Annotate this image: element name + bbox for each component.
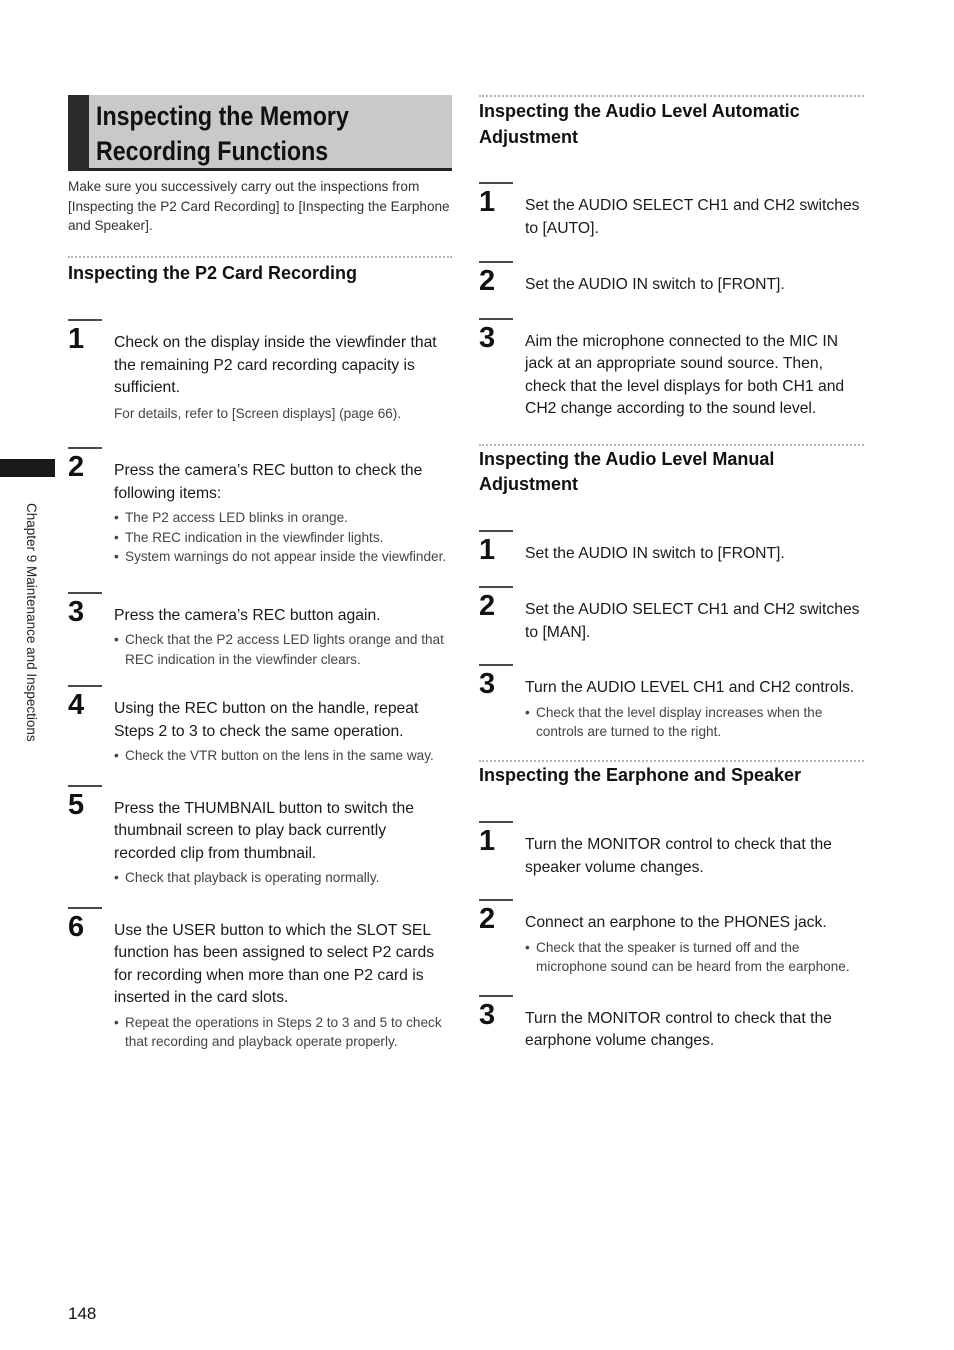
- chapter-tab-marker: [0, 459, 55, 477]
- step-bullets: [114, 746, 452, 766]
- section-title-audio-auto: Inspecting the Audio Level Automatic Adjustment: [479, 101, 800, 147]
- bullet-item: • Check the VTR button on the lens in the same way.: [114, 746, 452, 766]
- step-text: Check on the display inside the viewfinder that the remaining P2 card recording capacity is sufficient.: [114, 334, 437, 396]
- step-2: [479, 903, 864, 977]
- step-2: [479, 590, 864, 644]
- step-1: [479, 825, 864, 879]
- step-4: [68, 689, 452, 766]
- step-3: [479, 998, 864, 1053]
- step-number: 1: [479, 182, 513, 219]
- step-bullets: [114, 508, 452, 567]
- step-text: Turn the MONITOR control to check that the earphone volume changes.: [525, 1009, 832, 1049]
- section-title-p2-card: Inspecting the P2 Card Recording: [68, 262, 358, 283]
- step-number: 2: [479, 899, 513, 936]
- step-number: 2: [479, 586, 513, 623]
- step-text: Aim the microphone connected to the MIC IN jack at an appropriate sound source. Then, check that the level displays for both CH1 and CH2 change according to the sound level.: [525, 332, 845, 417]
- step-text: Press the camera’s REC button to check the following items:: [114, 462, 423, 502]
- step-3: [68, 595, 452, 670]
- bullet-item: • The P2 access LED blinks in orange.: [114, 508, 452, 528]
- bullet-item: • System warnings do not appear inside the viewfinder.: [114, 547, 452, 567]
- step-number: 1: [479, 821, 513, 858]
- step-text: Use the USER button to which the SLOT SEL function has been assigned to select P2 cards for recording when more than one P2 card is inserted in the card slots.: [114, 921, 435, 1006]
- step-6: [68, 910, 452, 1052]
- step-number: 3: [479, 995, 513, 1032]
- step-text: Turn the MONITOR control to check that the speaker volume changes.: [525, 836, 832, 876]
- section-divider: [68, 256, 452, 258]
- step-bullets: [114, 1013, 452, 1052]
- bullet-item: • The REC indication in the viewfinder lights.: [114, 528, 452, 548]
- step-3: [479, 668, 864, 742]
- section-divider: [479, 760, 864, 762]
- step-text: Connect an earphone to the PHONES jack.: [525, 914, 827, 931]
- step-text: Set the AUDIO IN switch to [FRONT].: [525, 544, 785, 562]
- step-text: Press the THUMBNAIL button to switch the thumbnail screen to play back currently recorded clip from thumbnail.: [114, 799, 414, 862]
- section-divider: [479, 95, 864, 97]
- step-text: Set the AUDIO SELECT CH1 and CH2 switches to [MAN].: [525, 601, 860, 641]
- left-column: [68, 95, 452, 1052]
- step-1: [68, 323, 452, 423]
- step-number: 6: [68, 907, 102, 944]
- step-1: [479, 186, 864, 240]
- step-number: 3: [68, 592, 102, 629]
- section-divider: [479, 444, 864, 446]
- right-column: [479, 95, 864, 1053]
- step-number: 5: [68, 785, 102, 822]
- bullet-item: • Repeat the operations in Steps 2 to 3 and 5 to check that recording and playback operate properly.: [114, 1013, 452, 1052]
- section-title-earphone-speaker: Inspecting the Earphone and Speaker: [479, 764, 802, 785]
- page-number: 148: [68, 1304, 97, 1323]
- step-number: 3: [479, 318, 513, 355]
- step-number: 1: [479, 530, 513, 567]
- step-text: Set the AUDIO IN switch to [FRONT].: [525, 276, 785, 293]
- step-number: 2: [479, 261, 513, 298]
- step-text: Press the camera’s REC button again.: [114, 606, 381, 624]
- step-bullets: [525, 938, 864, 977]
- step-2: [479, 265, 864, 297]
- title-accent-bar: [68, 95, 89, 171]
- step-3: [479, 321, 864, 421]
- step-number: 2: [68, 447, 102, 484]
- page-title: Inspecting the Memory Recording Functions: [96, 101, 349, 166]
- step-number: 1: [68, 319, 102, 356]
- section-title-audio-manual: Inspecting the Audio Level Manual Adjustment: [479, 448, 775, 494]
- step-text: Turn the AUDIO LEVEL CH1 and CH2 controls.: [525, 679, 855, 696]
- step-text: Using the REC button on the handle, repeat Steps 2 to 3 to check the same operation.: [114, 700, 419, 740]
- chapter-side-label: Chapter 9 Maintenance and Inspections: [24, 503, 39, 742]
- bullet-item: • Check that the speaker is turned off and the microphone sound can be heard from the earphone.: [525, 938, 864, 977]
- step-1: [479, 533, 864, 566]
- bullet-item: • Check that the level display increases when the controls are turned to the right.: [525, 703, 864, 742]
- bullet-item: • Check that playback is operating normally.: [114, 868, 452, 888]
- step-note: For details, refer to [Screen displays] (page 66).: [114, 405, 402, 421]
- step-5: [68, 788, 452, 888]
- step-number: 4: [68, 685, 102, 722]
- step-text: Set the AUDIO SELECT CH1 and CH2 switches to [AUTO].: [525, 197, 860, 237]
- step-number: 3: [479, 664, 513, 701]
- page-title-box: [68, 95, 452, 171]
- step-bullets: [525, 703, 864, 742]
- step-2: [68, 451, 452, 567]
- step-bullets: [114, 630, 452, 669]
- step-bullets: [114, 868, 452, 888]
- intro-paragraph: Make sure you successively carry out the inspections from [Inspecting the P2 Card Recording] to [Inspecting the Earphone and Speaker].: [68, 179, 450, 233]
- bullet-item: • Check that the P2 access LED lights orange and that REC indication in the viewfinder clears.: [114, 630, 452, 669]
